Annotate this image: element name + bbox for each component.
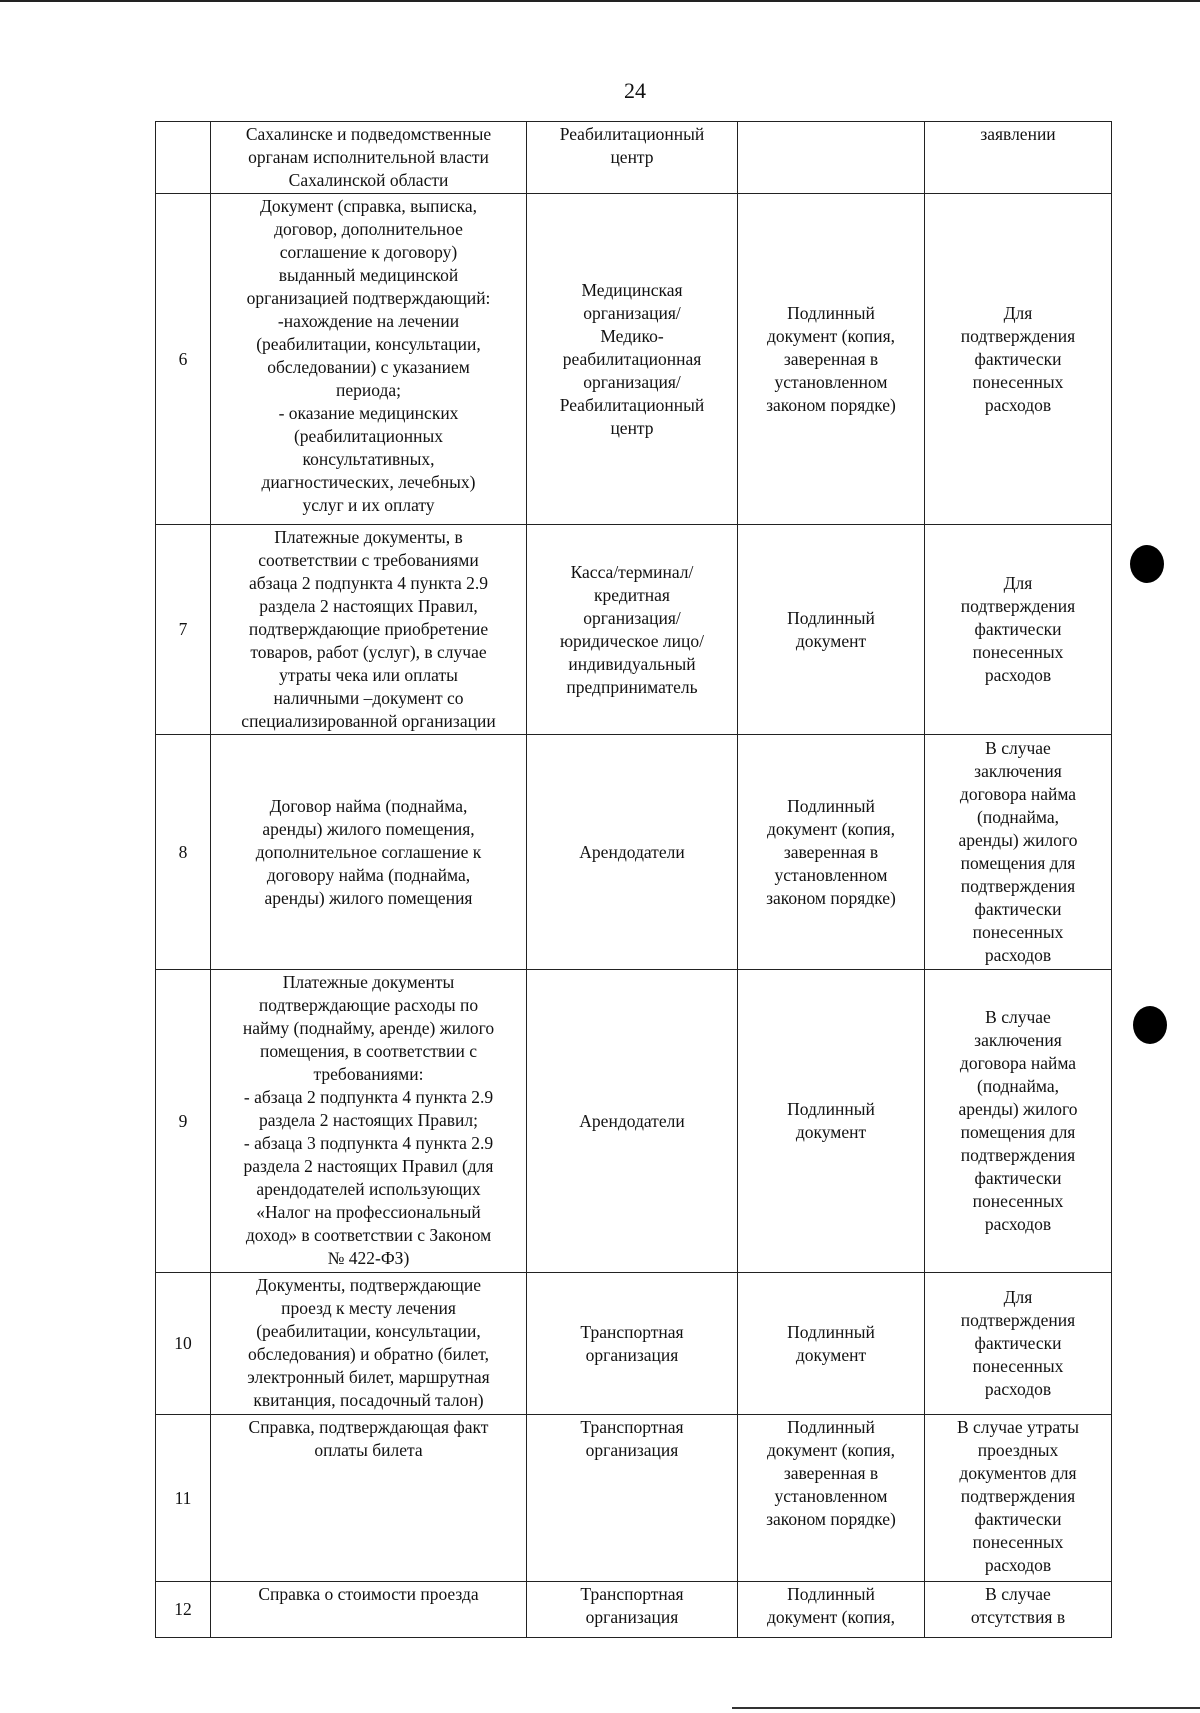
note-line: фактически [974, 1509, 1062, 1529]
form-line: заверенная в [783, 348, 879, 369]
note-line: расходов [984, 1214, 1052, 1234]
document-line: подтверждающие расходы по [258, 995, 479, 1015]
note-line: В случае [985, 738, 1051, 758]
issuer-line: Транспортная [580, 1417, 684, 1437]
form-line: заверенная в [783, 1463, 879, 1483]
note-line: помещения для [960, 853, 1076, 873]
document-cell [211, 970, 527, 1273]
form-line: установленном [774, 1486, 888, 1506]
note-cell [925, 735, 1112, 970]
issuer-line: организация [585, 1440, 679, 1460]
issuer-cell [527, 1273, 738, 1415]
document-line: Документ (справка, выписка, [259, 196, 478, 216]
form-line: документ (копия, [766, 818, 895, 839]
issuer-line: организация [585, 1344, 679, 1365]
document-cell [211, 525, 527, 735]
document-line: органам исполнительной власти [248, 147, 489, 167]
document-cell [211, 1273, 527, 1415]
document-line: дополнительное соглашение к [255, 841, 482, 862]
document-line: Сахалинской области [288, 170, 449, 190]
issuer-line: Транспортная [580, 1584, 684, 1604]
note-line: фактически [974, 348, 1062, 369]
punch-hole-mark [1130, 545, 1164, 583]
issuer-line: центр [610, 417, 654, 438]
note-cell [925, 970, 1112, 1273]
document-line: обследовании) с указанием [267, 357, 470, 377]
form-cell [738, 970, 925, 1273]
issuer-line: юридическое лицо/ [559, 630, 705, 651]
document-line: Договор найма (поднайма, [269, 795, 468, 816]
form-line: Подлинный [787, 302, 875, 323]
issuer-cell [527, 1415, 738, 1582]
note-cell [925, 1415, 1112, 1582]
issuer-line: Арендодатели [579, 1110, 685, 1131]
form-line: законом порядке) [766, 1509, 896, 1529]
form-line: законом порядке) [766, 887, 896, 908]
issuer-cell [527, 735, 738, 970]
note-line: проездных [977, 1440, 1059, 1460]
document-cell [211, 1415, 527, 1582]
row-number: 10 [156, 1273, 211, 1415]
note-line: помещения для [960, 1122, 1076, 1142]
page-number: 24 [624, 78, 646, 103]
row-number: 12 [156, 1582, 211, 1638]
issuer-line: Касса/терминал/ [570, 561, 694, 582]
document-line: утраты чека или оплаты [279, 665, 458, 685]
note-line: отсутствия в [970, 1607, 1066, 1627]
note-line: В случае утраты [956, 1417, 1080, 1437]
document-line: помещения, в соответствии с [259, 1041, 478, 1061]
issuer-line: центр [610, 147, 654, 167]
note-line: подтверждения [960, 876, 1076, 896]
form-line: заверенная в [783, 841, 879, 862]
note-line: расходов [984, 1555, 1052, 1575]
form-line: документ (копия, [766, 1607, 895, 1627]
note-line: фактически [974, 1333, 1062, 1353]
note-line: фактически [974, 1168, 1062, 1188]
form-line: документ [795, 1122, 867, 1142]
note-line: В случае [985, 1584, 1051, 1604]
document-line: «Налог на профессиональный [256, 1202, 481, 1222]
document-line: соглашение к договору) [279, 242, 458, 262]
document-line: договор, дополнительное [274, 219, 463, 239]
document-line: соответствии с требованиями [258, 550, 479, 570]
document-line: организацией подтверждающий: [246, 288, 491, 308]
row-number: 6 [156, 194, 211, 525]
table-row [156, 525, 1112, 735]
form-cell [738, 194, 925, 525]
document-line: наличными –документ со [273, 688, 464, 708]
note-cell [925, 525, 1112, 735]
note-line: Для [1003, 1287, 1033, 1307]
issuer-line: Транспортная [580, 1321, 684, 1342]
form-cell [738, 525, 925, 735]
form-line: документ (копия, [766, 1440, 895, 1460]
issuer-line: индивидуальный [568, 653, 696, 674]
document-line: периода; [335, 380, 402, 400]
note-line: понесенных [972, 922, 1064, 942]
note-line: заключения [974, 761, 1062, 781]
row-number [156, 122, 211, 194]
issuer-line: предприниматель [566, 676, 698, 697]
note-line: понесенных [972, 371, 1064, 392]
issuer-line: реабилитационная [562, 348, 702, 369]
note-line: расходов [984, 665, 1052, 685]
note-cell [925, 1582, 1112, 1638]
document-line: - абзаца 2 подпункта 4 пункта 2.9 [243, 1087, 494, 1107]
form-cell [738, 1273, 925, 1415]
document-line: (реабилитации, консультации, [256, 1321, 481, 1341]
issuer-line: кредитная [594, 584, 670, 605]
document-line: услуг и их оплату [302, 495, 435, 515]
note-cell [925, 122, 1112, 194]
form-line: документ [795, 630, 867, 651]
document-line: Платежные документы [282, 972, 455, 992]
issuer-line: организация/ [583, 302, 681, 323]
document-line: Сахалинске и подведомственные [245, 124, 492, 144]
document-line: арендодателей использующих [256, 1179, 481, 1199]
form-line: Подлинный [787, 607, 875, 628]
document-line: проезд к месту лечения [281, 1298, 456, 1318]
issuer-line: Арендодатели [579, 841, 685, 862]
note-line: заявлении [980, 124, 1056, 144]
document-line: аренды) жилого помещения [264, 887, 473, 908]
document-line: абзаца 2 подпункта 4 пункта 2.9 [248, 573, 488, 593]
document-line: Справка, подтверждающая факт [248, 1417, 489, 1437]
document-line: (реабилитации, консультации, [256, 334, 481, 354]
punch-hole-mark [1133, 1006, 1167, 1044]
issuer-cell [527, 525, 738, 735]
document-line: специализированной организации [241, 711, 496, 731]
table-row [156, 735, 1112, 970]
document-line: требованиями: [313, 1064, 424, 1084]
document-line: выданный медицинской [278, 265, 459, 285]
note-line: (поднайма, [977, 1076, 1059, 1096]
form-line: установленном [774, 864, 888, 885]
note-cell [925, 1273, 1112, 1415]
note-line: расходов [984, 945, 1052, 965]
note-line: понесенных [972, 1356, 1064, 1376]
document-line: аренды) жилого помещения, [262, 818, 475, 839]
issuer-line: Реабилитационный [559, 124, 705, 144]
document-line: Документы, подтверждающие [255, 1275, 482, 1295]
issuer-cell [527, 194, 738, 525]
document-line: квитанция, посадочный талон) [253, 1390, 484, 1410]
form-line: Подлинный [787, 1321, 875, 1342]
row-number: 9 [156, 970, 211, 1273]
note-line: фактически [974, 899, 1062, 919]
document-line: договору найма (поднайма, [266, 864, 471, 885]
issuer-cell [527, 1582, 738, 1638]
document-line: - оказание медицинских [278, 403, 459, 423]
form-cell [738, 735, 925, 970]
form-line: документ [795, 1344, 867, 1365]
document-line: - абзаца 3 подпункта 4 пункта 2.9 [243, 1133, 494, 1153]
note-line: подтверждения [960, 1145, 1076, 1165]
note-line: аренды) жилого [958, 1099, 1078, 1119]
issuer-line: организация/ [583, 371, 681, 392]
form-line: установленном [774, 371, 888, 392]
table-row [156, 194, 1112, 525]
document-line: найму (поднайму, аренде) жилого [242, 1018, 495, 1038]
issuer-cell [527, 970, 738, 1273]
documents-table-body [156, 122, 1112, 1638]
note-line: аренды) жилого [958, 830, 1078, 850]
issuer-cell [527, 122, 738, 194]
note-line: фактически [974, 619, 1062, 639]
document-line: раздела 2 настоящих Правил (для [243, 1156, 494, 1176]
table-row [156, 1582, 1112, 1638]
form-cell [738, 1415, 925, 1582]
document-line: товаров, работ (услуг), в случае [250, 642, 487, 662]
documents-table [155, 121, 1112, 1638]
document-line: электронный билет, маршрутная [247, 1367, 490, 1387]
table-row [156, 970, 1112, 1273]
issuer-line: Реабилитационный [559, 394, 705, 415]
row-number: 11 [156, 1415, 211, 1582]
note-line: подтверждения [960, 1310, 1076, 1330]
table-row [156, 1273, 1112, 1415]
note-line: подтверждения [960, 596, 1076, 616]
issuer-line: Медицинская [581, 279, 683, 300]
document-line: обследования) и обратно (билет, [247, 1344, 490, 1364]
document-line: диагностических, лечебных) [261, 472, 476, 492]
note-line: расходов [984, 394, 1052, 415]
form-line: Подлинный [787, 795, 875, 816]
table-row [156, 122, 1112, 194]
document-line: Справка о стоимости проезда [258, 1584, 479, 1604]
document-line: консультативных, [302, 449, 435, 469]
document-cell [211, 1582, 527, 1638]
note-cell [925, 194, 1112, 525]
document-line: № 422-ФЗ) [327, 1248, 410, 1268]
document-line: -нахождение на лечении [277, 311, 460, 331]
form-cell [738, 122, 925, 194]
note-line: (поднайма, [977, 807, 1059, 827]
row-number: 7 [156, 525, 211, 735]
document-cell [211, 194, 527, 525]
note-line: понесенных [972, 642, 1064, 662]
scan-top-edge [0, 0, 1200, 2]
note-line: подтверждения [960, 325, 1076, 346]
document-line: (реабилитационных [293, 426, 444, 446]
note-line: заключения [974, 1030, 1062, 1050]
note-line: договора найма [959, 1053, 1077, 1073]
issuer-line: организация/ [583, 607, 681, 628]
note-line: понесенных [972, 1532, 1064, 1552]
document-line: оплаты билета [314, 1440, 423, 1460]
row-number: 8 [156, 735, 211, 970]
form-line: Подлинный [787, 1584, 875, 1604]
note-line: подтверждения [960, 1486, 1076, 1506]
note-line: В случае [985, 1007, 1051, 1027]
document-line: доход» в соответствии с Законом [245, 1225, 492, 1245]
form-line: законом порядке) [766, 394, 896, 415]
document-cell [211, 122, 527, 194]
issuer-line: организация [585, 1607, 679, 1627]
form-line: Подлинный [787, 1417, 875, 1437]
note-line: понесенных [972, 1191, 1064, 1211]
form-cell [738, 1582, 925, 1638]
document-cell [211, 735, 527, 970]
issuer-line: Медико- [600, 325, 664, 346]
note-line: расходов [984, 1379, 1052, 1399]
form-line: документ (копия, [766, 325, 895, 346]
document-line: раздела 2 настоящих Правил; [259, 1110, 478, 1130]
note-line: Для [1003, 573, 1033, 593]
document-line: подтверждающие приобретение [248, 619, 489, 639]
table-row [156, 1415, 1112, 1582]
document-line: раздела 2 настоящих Правил, [259, 596, 478, 616]
scan-bottom-edge [732, 1707, 1200, 1709]
note-line: документов для [959, 1463, 1077, 1483]
document-line: Платежные документы, в [274, 527, 463, 547]
note-line: договора найма [959, 784, 1077, 804]
note-line: Для [1003, 302, 1033, 323]
form-line: Подлинный [787, 1099, 875, 1119]
